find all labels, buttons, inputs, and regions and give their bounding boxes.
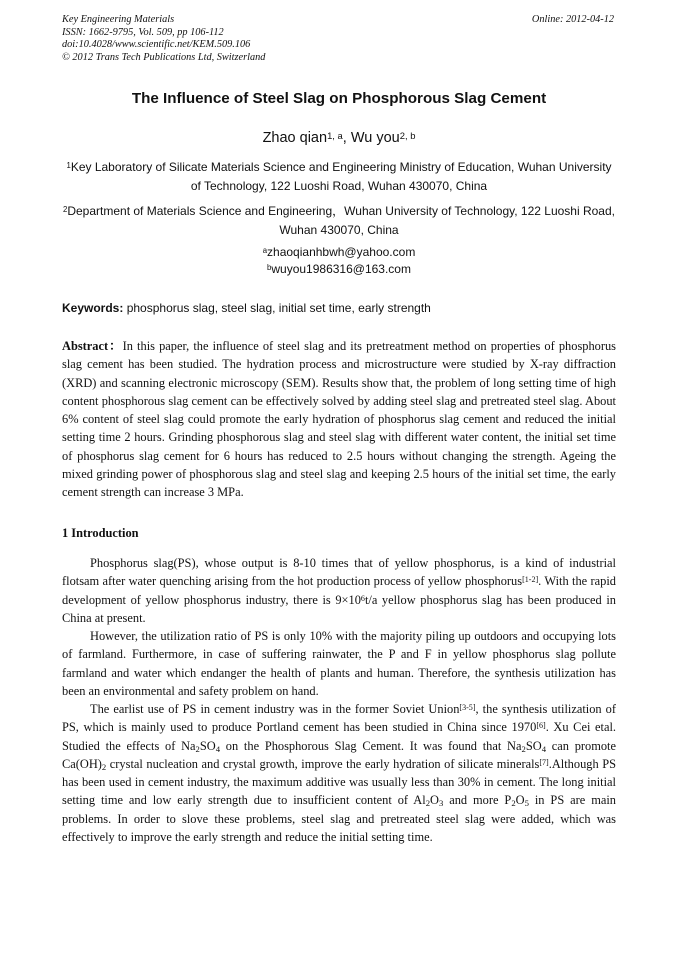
text-run: on the Phosphorous Slag Cement. It was found that Na — [220, 738, 522, 753]
email-mark: b — [267, 263, 272, 273]
citation: [6] — [536, 721, 546, 731]
keywords — [62, 301, 616, 315]
abstract-text: In this paper, the influence of steel slag and its pretreatment method on properties of phosphorus slag cement has been studied. The hydration process and microstructure were studied by X-ray diffraction (XRD) and scanning electronic microscopy (SEM). Results show that, the problem of long setting time of high content phosphorous slag cement can be effectively solved by adding steel slag and pretreated steel slag. About 6% content of steel slag could promote the early hydration of phosphorus slag cement and reduced the initial setting time 2 hours. Grinding phosphorous slag and steel slag with different water content, the initial set time of phosphorus slag cement for 6 hours has reduced to 2.5 hours without changing the strength. Ageing the mixed grinding power of phosphorous slag and steel slag and keeping 2.5 hours of the initial set time, the early cement strength can increase 3 MPa. — [62, 339, 617, 499]
text-run: .Although PS has been used in cement industry, the maximum additive was usually less than 30% in cement. The long initial setting time and low early strength due to insufficient content of Al — [62, 756, 616, 808]
subscript: 4 — [215, 743, 221, 754]
citation: [1-2] — [522, 575, 539, 585]
email-mark: a — [262, 246, 268, 256]
affiliation-text: Key Laboratory of Silicate Materials Science and Engineering Ministry of Education, Wuhan University of Technology, 122 Luoshi Road, Wuhan 430070, China — [70, 160, 612, 193]
author-affil-mark: 2, b — [399, 129, 416, 141]
text-run: in PS are main problems. In order to slove these problems, steel slag and pretreated steel slag were added, which was effectively to improve the early strength and reduce the initial setting time. — [62, 793, 616, 844]
text-run: . Xu Cei etal. Studied the effects of Na — [62, 720, 616, 753]
subscript: 5 — [524, 798, 529, 809]
paper-title: The Influence of Steel Slag on Phosphorous Slag Cement — [131, 90, 547, 107]
text-run: . With the rapid development of yellow phosphorus industry, there is 9×10 — [62, 574, 616, 607]
text-run: crystal nucleation and crystal growth, improve the early hydration of silicate minerals — [106, 756, 540, 771]
subscript: 2 — [425, 798, 431, 809]
subscript: 3 — [438, 798, 444, 809]
keywords-text: phosphorus slag, steel slag, initial set time, early strength — [123, 301, 431, 315]
affiliation-mark: 2 — [63, 205, 68, 215]
subscript: 2 — [521, 743, 526, 754]
journal-header — [62, 14, 265, 64]
text-run: O — [430, 793, 439, 808]
paragraph: However, the utilization ratio of PS is only 10% with the majority piling up outdoors and occupying lots of farmland. Furthermore, in case of suffering rainwater, the P and F in yellow phosphorus slag pollute farmland and water which endanger the health of plants and human. Therefore, the synthesis utilization has been an environmental and safety problem on hand. — [62, 629, 616, 698]
subscript: 4 — [541, 743, 547, 754]
email-2 — [62, 261, 616, 278]
paragraph — [62, 554, 616, 627]
author-line — [62, 130, 616, 146]
copyright-line: © 2012 Trans Tech Publications Ltd, Switzerland — [62, 51, 266, 63]
abstract — [62, 337, 616, 501]
email-address: zhaoqianhbwh@yahoo.com — [267, 245, 416, 259]
author-name: Wu you — [350, 130, 400, 146]
text-run: and more P — [443, 793, 512, 808]
section-heading: 1 Introduction — [62, 526, 139, 540]
text-run: The earlist use of PS in cement industry was in the former Soviet Union — [90, 702, 460, 716]
author-affil-mark: 1, a — [327, 129, 343, 141]
doi-line: doi:10.4028/www.scientific.net/KEM.509.106 — [62, 39, 251, 51]
text-run: , the synthesis utilization of PS, which is mainly used to produce Portland cement has been studied in China since 1970 — [62, 702, 617, 735]
paragraph — [62, 700, 616, 846]
abstract-label: Abstract： — [62, 339, 123, 353]
citation: [7] — [539, 757, 549, 767]
text-run: O — [515, 793, 525, 808]
online-date: Online: 2012-04-12 — [531, 14, 614, 25]
text-run: SO — [199, 738, 216, 753]
keywords-label: Keywords: — [62, 301, 124, 315]
journal-name: Key Engineering Materials — [62, 14, 175, 25]
text-run: t/a yellow phosphorus slag has been produced in China at present. — [62, 592, 616, 625]
text-run: can promote Ca(OH) — [62, 738, 616, 771]
text-run: Phosphorus slag(PS), whose output is 8-10 times that of yellow phosphorus, is a kind of industrial flotsam after water quenching arising from the hot production process of yellow phosphorus — [62, 556, 616, 589]
email-address: wuyou1986316@163.com — [271, 262, 411, 276]
exponent: 6 — [360, 593, 365, 603]
subscript: 2 — [101, 761, 107, 772]
issn-line: ISSN: 1662-9795, Vol. 509, pp 106-112 — [62, 26, 224, 38]
affiliation-text: Department of Materials Science and Engineering，Wuhan University of Technology, 122 Luoshi Road, Wuhan 430070, China — [67, 204, 615, 237]
author-name: Zhao qian — [262, 130, 328, 146]
body-text — [62, 554, 616, 846]
affiliation-1 — [62, 158, 616, 196]
text-run: SO — [525, 738, 542, 753]
subscript: 2 — [195, 743, 200, 754]
affiliation-2 — [62, 202, 616, 240]
citation: [3-5] — [459, 703, 476, 713]
affiliation-mark: 1 — [66, 161, 71, 171]
email-1 — [62, 244, 616, 261]
subscript: 2 — [511, 798, 516, 809]
author-separator: , — [342, 130, 351, 146]
